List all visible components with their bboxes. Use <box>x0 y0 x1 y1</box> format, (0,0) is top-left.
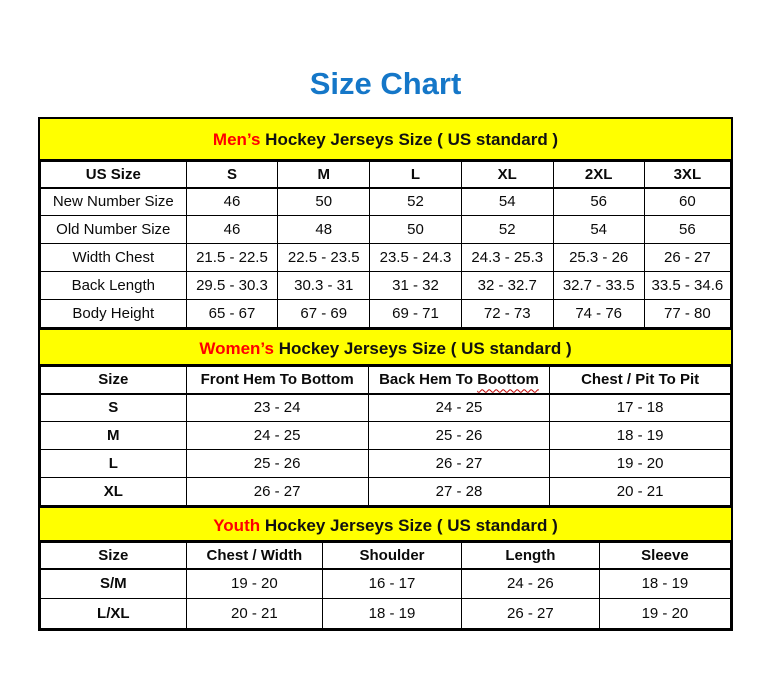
size-value-cell: 19 - 20 <box>599 599 730 629</box>
table-row <box>41 394 731 422</box>
table-row <box>41 216 731 244</box>
size-value-cell: 19 - 20 <box>550 450 731 478</box>
column-header: Shoulder <box>323 543 462 569</box>
column-header: Back Hem To Boottom <box>368 367 549 394</box>
column-header: Sleeve <box>599 543 730 569</box>
row-label: L <box>41 450 187 478</box>
misspelled-word: Boottom <box>477 371 539 389</box>
column-header: XL <box>461 162 553 188</box>
womens-banner-highlight: Women’s <box>199 339 274 358</box>
size-value-cell: 17 - 18 <box>550 394 731 422</box>
size-value-cell: 67 - 69 <box>278 300 370 328</box>
womens-banner-text: Hockey Jerseys Size ( US standard ) <box>273 339 572 358</box>
column-header: 2XL <box>553 162 644 188</box>
row-label: M <box>41 422 187 450</box>
column-header: Length <box>461 543 599 569</box>
size-value-cell: 72 - 73 <box>461 300 553 328</box>
mens-banner-highlight: Men’s <box>212 130 261 149</box>
row-label: Old Number Size <box>41 216 187 244</box>
size-value-cell: 33.5 - 34.6 <box>644 272 730 300</box>
row-label: XL <box>41 478 187 506</box>
size-value-cell: 46 <box>186 188 278 216</box>
table-row <box>41 244 731 272</box>
size-value-cell: 27 - 28 <box>368 478 549 506</box>
size-value-cell: 65 - 67 <box>186 300 278 328</box>
youth-section-banner <box>40 506 731 542</box>
womens-section-banner <box>40 328 731 366</box>
size-value-cell: 74 - 76 <box>553 300 644 328</box>
size-value-cell: 18 - 19 <box>323 599 462 629</box>
column-header: L <box>370 162 462 188</box>
size-value-cell: 24 - 26 <box>461 569 599 599</box>
size-value-cell: 31 - 32 <box>370 272 462 300</box>
mens-banner-text: Hockey Jerseys Size ( US standard ) <box>260 130 559 149</box>
table-header-row <box>41 162 731 188</box>
column-header: 3XL <box>644 162 730 188</box>
size-value-cell: 77 - 80 <box>644 300 730 328</box>
table-row <box>41 300 731 328</box>
size-value-cell: 48 <box>278 216 370 244</box>
size-value-cell: 26 - 27 <box>368 450 549 478</box>
size-value-cell: 50 <box>278 188 370 216</box>
size-value-cell: 54 <box>553 216 644 244</box>
row-label: Body Height <box>41 300 187 328</box>
mens-section-banner <box>40 119 731 161</box>
mens-size-table <box>40 161 731 328</box>
size-value-cell: 29.5 - 30.3 <box>186 272 278 300</box>
column-header: Front Hem To Bottom <box>186 367 368 394</box>
table-header-row <box>41 367 731 394</box>
column-header: S <box>186 162 278 188</box>
page-title: Size Chart <box>309 66 462 101</box>
table-row <box>41 188 731 216</box>
size-value-cell: 16 - 17 <box>323 569 462 599</box>
size-chart-table-group <box>38 117 733 631</box>
table-row <box>41 272 731 300</box>
table-row <box>41 599 731 629</box>
size-value-cell: 22.5 - 23.5 <box>278 244 370 272</box>
size-value-cell: 24.3 - 25.3 <box>461 244 553 272</box>
size-value-cell: 20 - 21 <box>186 599 323 629</box>
size-value-cell: 52 <box>461 216 553 244</box>
row-label: New Number Size <box>41 188 187 216</box>
column-header: M <box>278 162 370 188</box>
youth-size-table <box>40 542 731 629</box>
row-label: Width Chest <box>41 244 187 272</box>
size-value-cell: 25 - 26 <box>368 422 549 450</box>
size-value-cell: 26 - 27 <box>461 599 599 629</box>
womens-size-table <box>40 366 731 506</box>
size-value-cell: 54 <box>461 188 553 216</box>
size-value-cell: 52 <box>370 188 462 216</box>
size-value-cell: 69 - 71 <box>370 300 462 328</box>
size-value-cell: 46 <box>186 216 278 244</box>
column-header: Chest / Pit To Pit <box>550 367 731 394</box>
size-value-cell: 50 <box>370 216 462 244</box>
table-row <box>41 422 731 450</box>
size-value-cell: 30.3 - 31 <box>278 272 370 300</box>
column-header: Chest / Width <box>186 543 323 569</box>
size-value-cell: 32.7 - 33.5 <box>553 272 644 300</box>
table-row <box>41 478 731 506</box>
size-value-cell: 26 - 27 <box>644 244 730 272</box>
column-header: Size <box>41 543 187 569</box>
size-value-cell: 26 - 27 <box>186 478 368 506</box>
size-value-cell: 32 - 32.7 <box>461 272 553 300</box>
size-value-cell: 23 - 24 <box>186 394 368 422</box>
size-value-cell: 56 <box>553 188 644 216</box>
size-value-cell: 25 - 26 <box>186 450 368 478</box>
table-row <box>41 569 731 599</box>
size-value-cell: 24 - 25 <box>368 394 549 422</box>
column-header: Size <box>41 367 187 394</box>
table-row <box>41 450 731 478</box>
size-value-cell: 18 - 19 <box>550 422 731 450</box>
size-value-cell: 25.3 - 26 <box>553 244 644 272</box>
size-value-cell: 21.5 - 22.5 <box>186 244 278 272</box>
size-value-cell: 60 <box>644 188 730 216</box>
size-value-cell: 24 - 25 <box>186 422 368 450</box>
column-header: US Size <box>41 162 187 188</box>
size-value-cell: 20 - 21 <box>550 478 731 506</box>
youth-banner-highlight: Youth <box>213 516 261 535</box>
row-label: L/XL <box>41 599 187 629</box>
row-label: S <box>41 394 187 422</box>
size-value-cell: 23.5 - 24.3 <box>370 244 462 272</box>
table-header-row <box>41 543 731 569</box>
size-value-cell: 56 <box>644 216 730 244</box>
size-value-cell: 19 - 20 <box>186 569 323 599</box>
row-label: S/M <box>41 569 187 599</box>
youth-banner-text: Hockey Jerseys Size ( US standard ) <box>260 516 558 535</box>
size-value-cell: 18 - 19 <box>599 569 730 599</box>
row-label: Back Length <box>41 272 187 300</box>
